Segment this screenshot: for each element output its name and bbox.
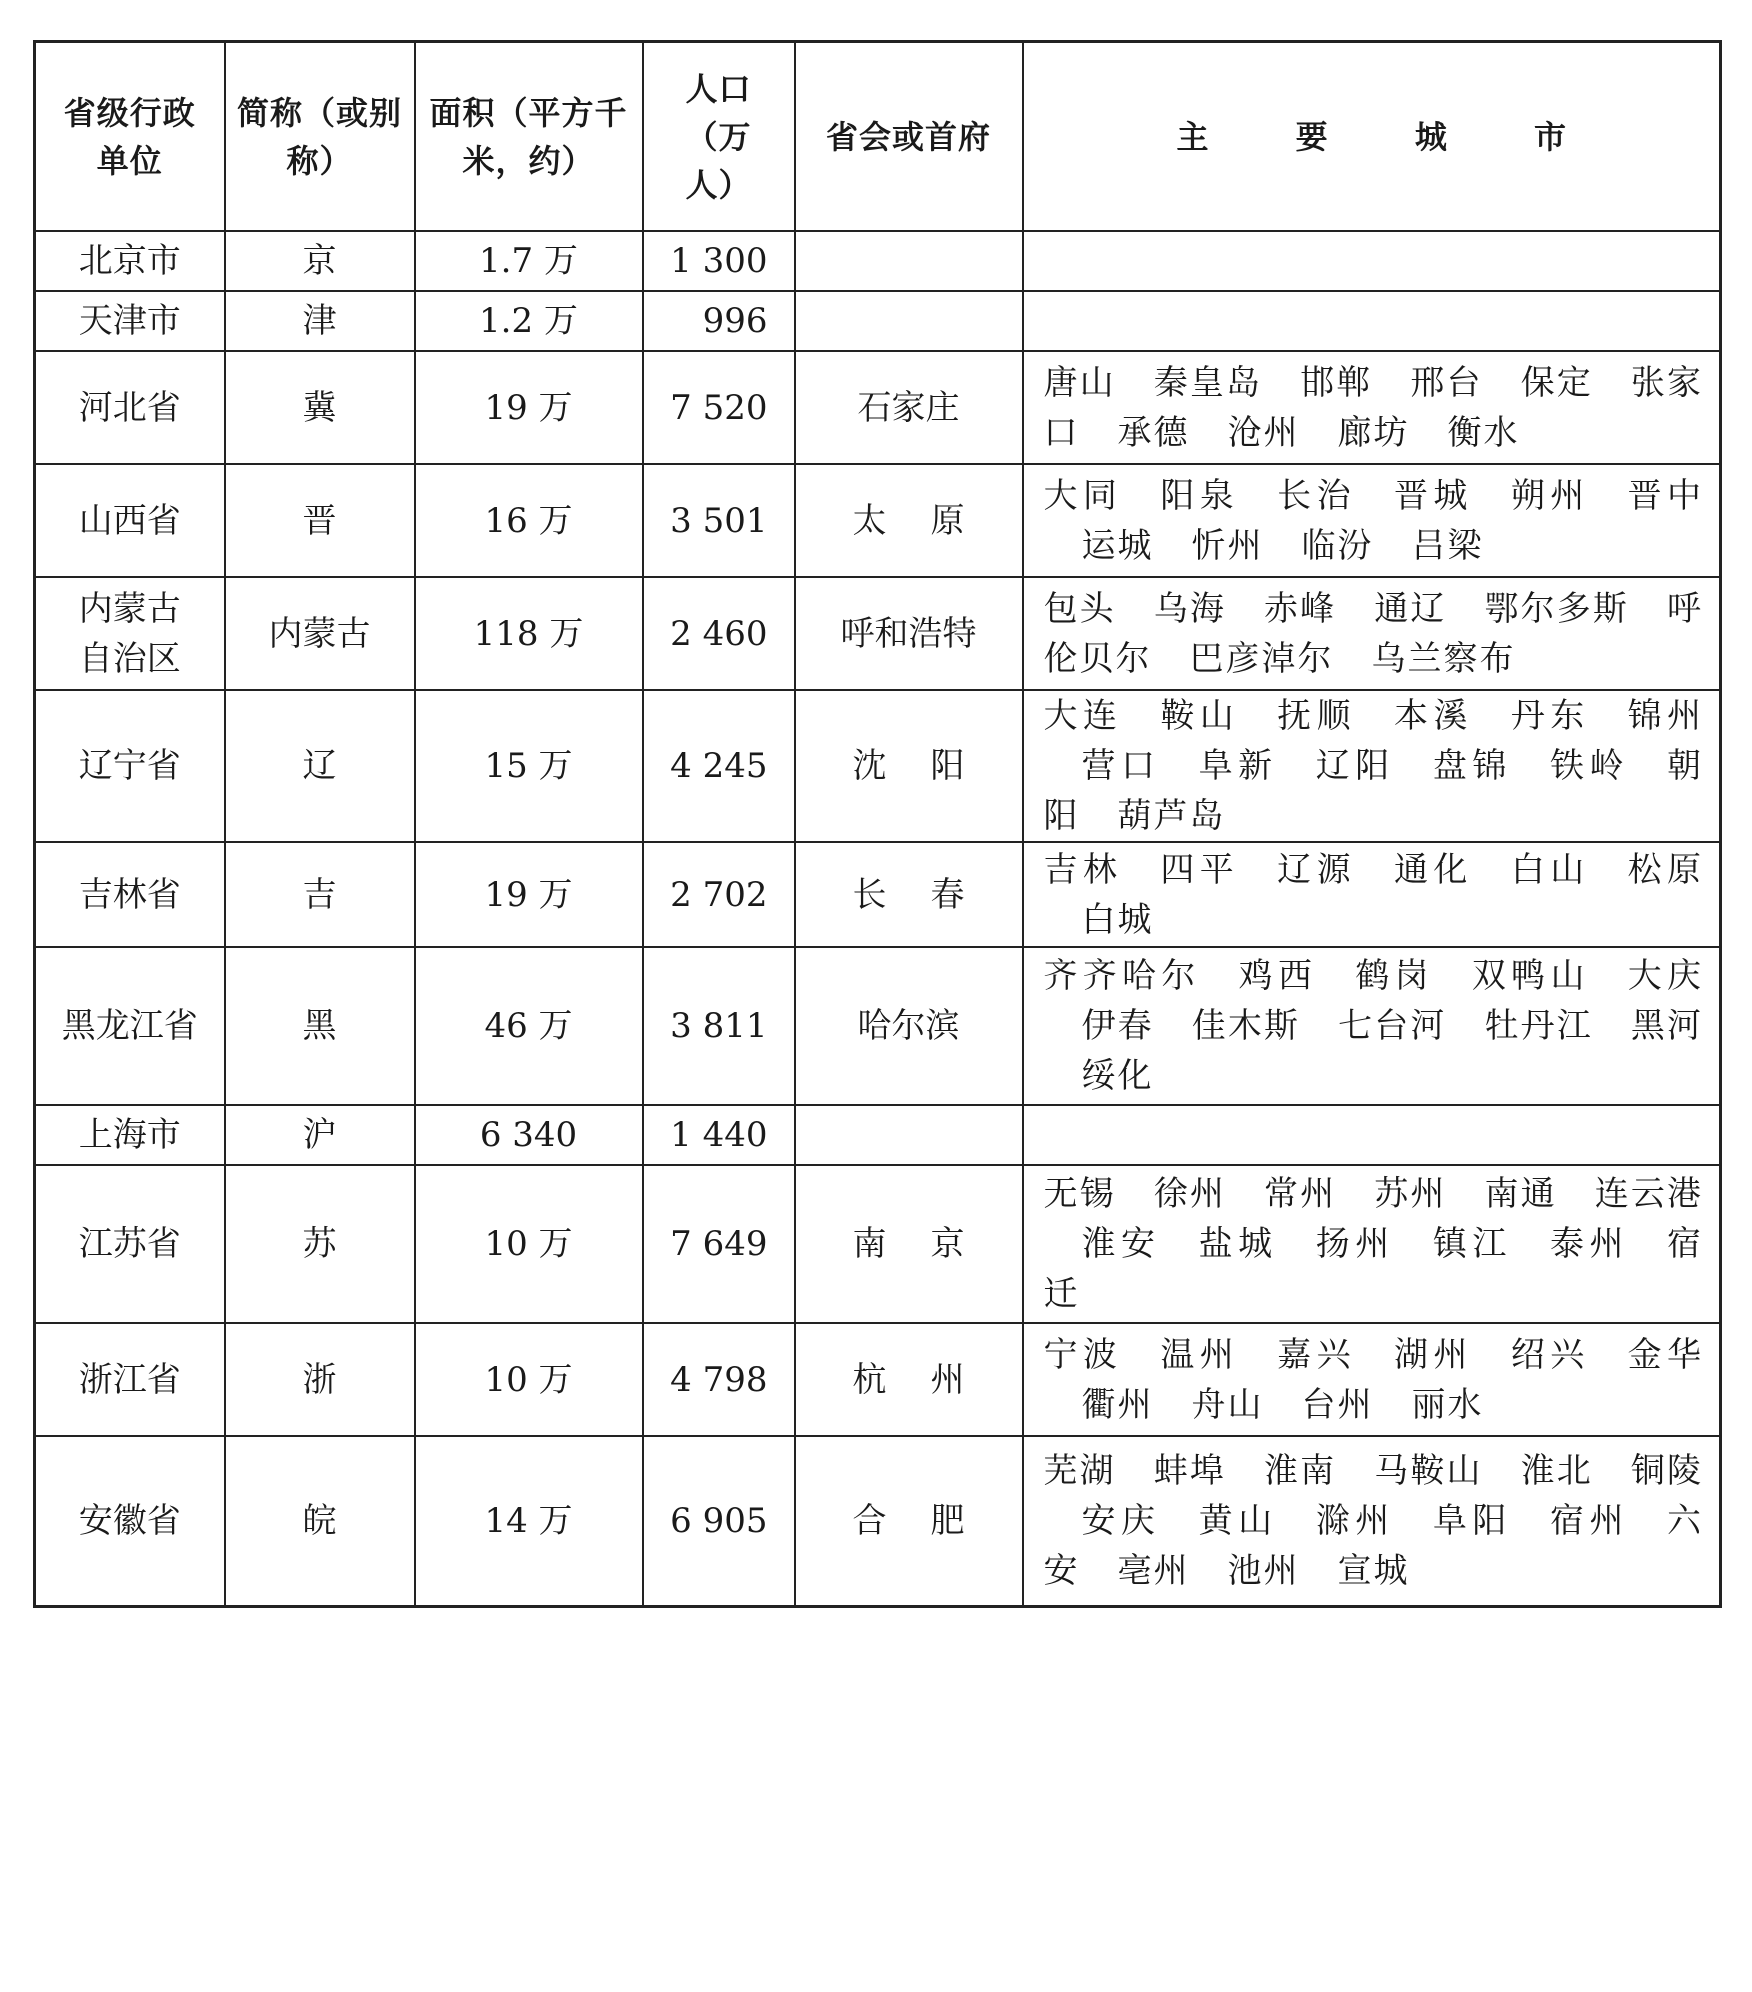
province-capital: 合肥: [795, 1436, 1023, 1606]
province-population: 1 300: [643, 231, 795, 291]
province-capital: [795, 1105, 1023, 1165]
province-name: 天津市: [35, 291, 225, 351]
province-abbreviation: 津: [225, 291, 415, 351]
province-abbreviation: 晋: [225, 464, 415, 577]
table-row: [35, 1323, 1721, 1436]
city-name: 辽源: [1277, 849, 1356, 890]
city-name: 大庆: [1627, 956, 1704, 996]
city-name: 辽阳: [1315, 746, 1395, 786]
province-capital: 石家庄: [795, 351, 1023, 464]
main-cities: [1023, 351, 1721, 464]
city-name: 七台河: [1338, 1006, 1447, 1046]
city-name: 六安: [1043, 1500, 1704, 1591]
province-population: 2 460: [643, 577, 795, 690]
city-name: 常州: [1264, 1174, 1337, 1214]
province-abbreviation: 辽: [225, 690, 415, 842]
city-name: 吉林: [1043, 849, 1123, 890]
province-name: 北京市: [35, 231, 225, 291]
city-name: 白城: [1081, 899, 1154, 940]
city-name: 晋城: [1393, 475, 1473, 516]
province-name: 吉林省: [35, 842, 225, 947]
city-name: 葫芦岛: [1117, 796, 1226, 836]
city-name: 绍兴: [1510, 1334, 1590, 1375]
province-area: 46 万: [415, 947, 643, 1105]
main-cities: [1023, 1436, 1721, 1606]
header-population: 人口（万人）: [643, 42, 795, 232]
city-name: 泰州: [1549, 1224, 1630, 1264]
table-row: [35, 1165, 1721, 1323]
city-name: 运城: [1081, 525, 1154, 566]
city-name: 秦皇岛: [1153, 362, 1263, 403]
province-area: 1.2 万: [415, 291, 643, 351]
main-cities: [1023, 231, 1721, 291]
header-abbreviation: 简称（或别称）: [225, 42, 415, 232]
province-abbreviation: 黑: [225, 947, 415, 1105]
table-row: [35, 690, 1721, 842]
city-name: 衢州: [1081, 1384, 1154, 1425]
city-name: 苏州: [1374, 1174, 1447, 1214]
city-name: 吕梁: [1411, 525, 1484, 566]
city-name: 池州: [1227, 1550, 1300, 1591]
main-cities: [1023, 947, 1721, 1105]
province-area: 1.7 万: [415, 231, 643, 291]
city-name: 通辽: [1374, 588, 1447, 629]
city-name: 阜阳: [1432, 1500, 1512, 1541]
city-name: 宁波: [1043, 1334, 1123, 1375]
main-cities: [1023, 1165, 1721, 1323]
city-name: 双鸭山: [1471, 956, 1590, 996]
province-abbreviation: 冀: [225, 351, 415, 464]
city-name: 佳木斯: [1191, 1006, 1301, 1046]
city-name: 沧州: [1227, 412, 1300, 453]
province-area: 16 万: [415, 464, 643, 577]
province-abbreviation: 苏: [225, 1165, 415, 1323]
city-name: 朝阳: [1043, 746, 1704, 836]
province-name: 江苏省: [35, 1165, 225, 1323]
table-row: [35, 351, 1721, 464]
province-capital: 呼和浩特: [795, 577, 1023, 690]
city-name: 金华: [1627, 1334, 1704, 1375]
city-name: 绥化: [1081, 1056, 1154, 1096]
header-row: [35, 42, 1721, 232]
table-row: [35, 577, 1721, 690]
city-name: 宿迁: [1043, 1224, 1704, 1314]
city-name: 嘉兴: [1277, 1334, 1356, 1375]
city-name: 鸡西: [1238, 956, 1318, 996]
city-name: 赤峰: [1264, 588, 1337, 629]
province-area: 19 万: [415, 351, 643, 464]
province-name: 辽宁省: [35, 690, 225, 842]
city-name: 丹东: [1510, 696, 1590, 736]
province-area: 14 万: [415, 1436, 643, 1606]
city-name: 松原: [1627, 849, 1704, 890]
province-population: 1 440: [643, 1105, 795, 1165]
city-name: 保定: [1520, 362, 1593, 403]
province-capital: 哈尔滨: [795, 947, 1023, 1105]
province-table-container: [33, 40, 1719, 1608]
city-name: 马鞍山: [1374, 1450, 1483, 1491]
city-name: 鄂尔多斯: [1484, 588, 1629, 629]
main-cities: [1023, 464, 1721, 577]
city-name: 扬州: [1315, 1224, 1395, 1264]
city-name: 徐州: [1153, 1174, 1226, 1214]
province-area: 15 万: [415, 690, 643, 842]
province-abbreviation: 京: [225, 231, 415, 291]
province-population: 7 520: [643, 351, 795, 464]
city-name: 邯郸: [1300, 362, 1373, 403]
province-abbreviation: 皖: [225, 1436, 415, 1606]
province-capital: 南京: [795, 1165, 1023, 1323]
province-population: 7 649: [643, 1165, 795, 1323]
province-name: 上海市: [35, 1105, 225, 1165]
province-area: 10 万: [415, 1323, 643, 1436]
city-name: 邢台: [1410, 362, 1483, 403]
city-name: 宣城: [1337, 1550, 1410, 1591]
province-population: 996: [643, 291, 795, 351]
province-population: 2 702: [643, 842, 795, 947]
province-area: 10 万: [415, 1165, 643, 1323]
city-name: 齐齐哈尔: [1043, 956, 1201, 996]
city-name: 牡丹江: [1484, 1006, 1593, 1046]
city-name: 铁岭: [1549, 746, 1630, 786]
province-population: 3 811: [643, 947, 795, 1105]
province-name: 安徽省: [35, 1436, 225, 1606]
city-name: 南通: [1484, 1174, 1557, 1214]
city-name: 盘锦: [1432, 746, 1512, 786]
city-name: 抚顺: [1277, 696, 1356, 736]
main-cities: [1023, 291, 1721, 351]
table-row: [35, 947, 1721, 1105]
city-name: 临汾: [1301, 525, 1374, 566]
city-name: 镇江: [1432, 1224, 1512, 1264]
city-name: 蚌埠: [1153, 1450, 1226, 1491]
province-capital: [795, 291, 1023, 351]
city-name: 包头: [1043, 588, 1116, 629]
city-name: 伊春: [1081, 1006, 1154, 1046]
city-name: 芜湖: [1043, 1450, 1116, 1491]
city-name: 大连: [1043, 696, 1123, 736]
city-name: 淮北: [1520, 1450, 1593, 1491]
city-name: 营口: [1081, 746, 1161, 786]
province-capital: 太原: [795, 464, 1023, 577]
city-name: 巴彦淖尔: [1189, 638, 1334, 679]
table-body: [35, 231, 1721, 1606]
main-cities: [1023, 1105, 1721, 1165]
province-abbreviation: 浙: [225, 1323, 415, 1436]
main-cities: [1023, 690, 1721, 842]
city-name: 通化: [1393, 849, 1473, 890]
city-name: 无锡: [1043, 1174, 1116, 1214]
city-name: 乌兰察布: [1371, 638, 1516, 679]
city-name: 盐城: [1198, 1224, 1278, 1264]
city-name: 连云港: [1594, 1174, 1703, 1214]
city-name: 台州: [1301, 1384, 1374, 1425]
province-population: 6 905: [643, 1436, 795, 1606]
province-area: 19 万: [415, 842, 643, 947]
city-name: 阜新: [1198, 746, 1278, 786]
city-name: 鹤岗: [1355, 956, 1434, 996]
main-cities: [1023, 577, 1721, 690]
city-name: 亳州: [1117, 1550, 1190, 1591]
city-name: 滁州: [1315, 1500, 1395, 1541]
city-name: 本溪: [1393, 696, 1473, 736]
city-name: 宿州: [1549, 1500, 1630, 1541]
table-row: [35, 1105, 1721, 1165]
city-name: 四平: [1160, 849, 1240, 890]
province-name: 浙江省: [35, 1323, 225, 1436]
province-name: 内蒙古自治区: [35, 577, 225, 690]
province-area: 118 万: [415, 577, 643, 690]
province-name: 黑龙江省: [35, 947, 225, 1105]
province-name: 河北省: [35, 351, 225, 464]
city-name: 张家口: [1043, 362, 1703, 453]
city-name: 舟山: [1191, 1384, 1264, 1425]
province-name: 山西省: [35, 464, 225, 577]
city-name: 湖州: [1393, 1334, 1473, 1375]
province-abbreviation: 内蒙古: [225, 577, 415, 690]
province-area: 6 340: [415, 1105, 643, 1165]
city-name: 白山: [1510, 849, 1590, 890]
city-name: 黄山: [1198, 1500, 1278, 1541]
city-name: 丽水: [1411, 1384, 1484, 1425]
city-name: 乌海: [1153, 588, 1226, 629]
province-abbreviation: 吉: [225, 842, 415, 947]
province-capital: 长春: [795, 842, 1023, 947]
city-name: 唐山: [1043, 362, 1116, 403]
city-name: 淮南: [1264, 1450, 1337, 1491]
table-row: [35, 842, 1721, 947]
province-capital: [795, 231, 1023, 291]
header-capital: 省会或首府: [795, 42, 1023, 232]
province-capital: 沈阳: [795, 690, 1023, 842]
header-main-cities: 主 要 城 市: [1023, 42, 1721, 232]
city-name: 朔州: [1510, 475, 1590, 516]
province-capital: 杭州: [795, 1323, 1023, 1436]
main-cities: [1023, 842, 1721, 947]
city-name: 淮安: [1081, 1224, 1161, 1264]
city-name: 阳泉: [1160, 475, 1240, 516]
city-name: 承德: [1117, 412, 1190, 453]
province-population: 4 798: [643, 1323, 795, 1436]
city-name: 廊坊: [1337, 412, 1410, 453]
city-name: 忻州: [1191, 525, 1264, 566]
table-row: [35, 291, 1721, 351]
city-name: 大同: [1043, 475, 1123, 516]
city-name: 长治: [1277, 475, 1356, 516]
city-name: 晋中: [1627, 475, 1704, 516]
city-name: 温州: [1160, 1334, 1240, 1375]
main-cities: [1023, 1323, 1721, 1436]
city-name: 衡水: [1447, 412, 1520, 453]
table-row: [35, 231, 1721, 291]
province-abbreviation: 沪: [225, 1105, 415, 1165]
province-population: 4 245: [643, 690, 795, 842]
city-name: 安庆: [1081, 1500, 1161, 1541]
table-row: [35, 1436, 1721, 1606]
header-area: 面积（平方千米，约）: [415, 42, 643, 232]
province-population: 3 501: [643, 464, 795, 577]
city-name: 鞍山: [1160, 696, 1240, 736]
header-province: 省级行政单位: [35, 42, 225, 232]
table-row: [35, 464, 1721, 577]
city-name: 铜陵: [1630, 1450, 1703, 1491]
city-name: 呼伦贝尔: [1043, 588, 1703, 679]
province-table: [33, 40, 1722, 1608]
city-name: 黑河: [1630, 1006, 1703, 1046]
city-name: 锦州: [1627, 696, 1704, 736]
